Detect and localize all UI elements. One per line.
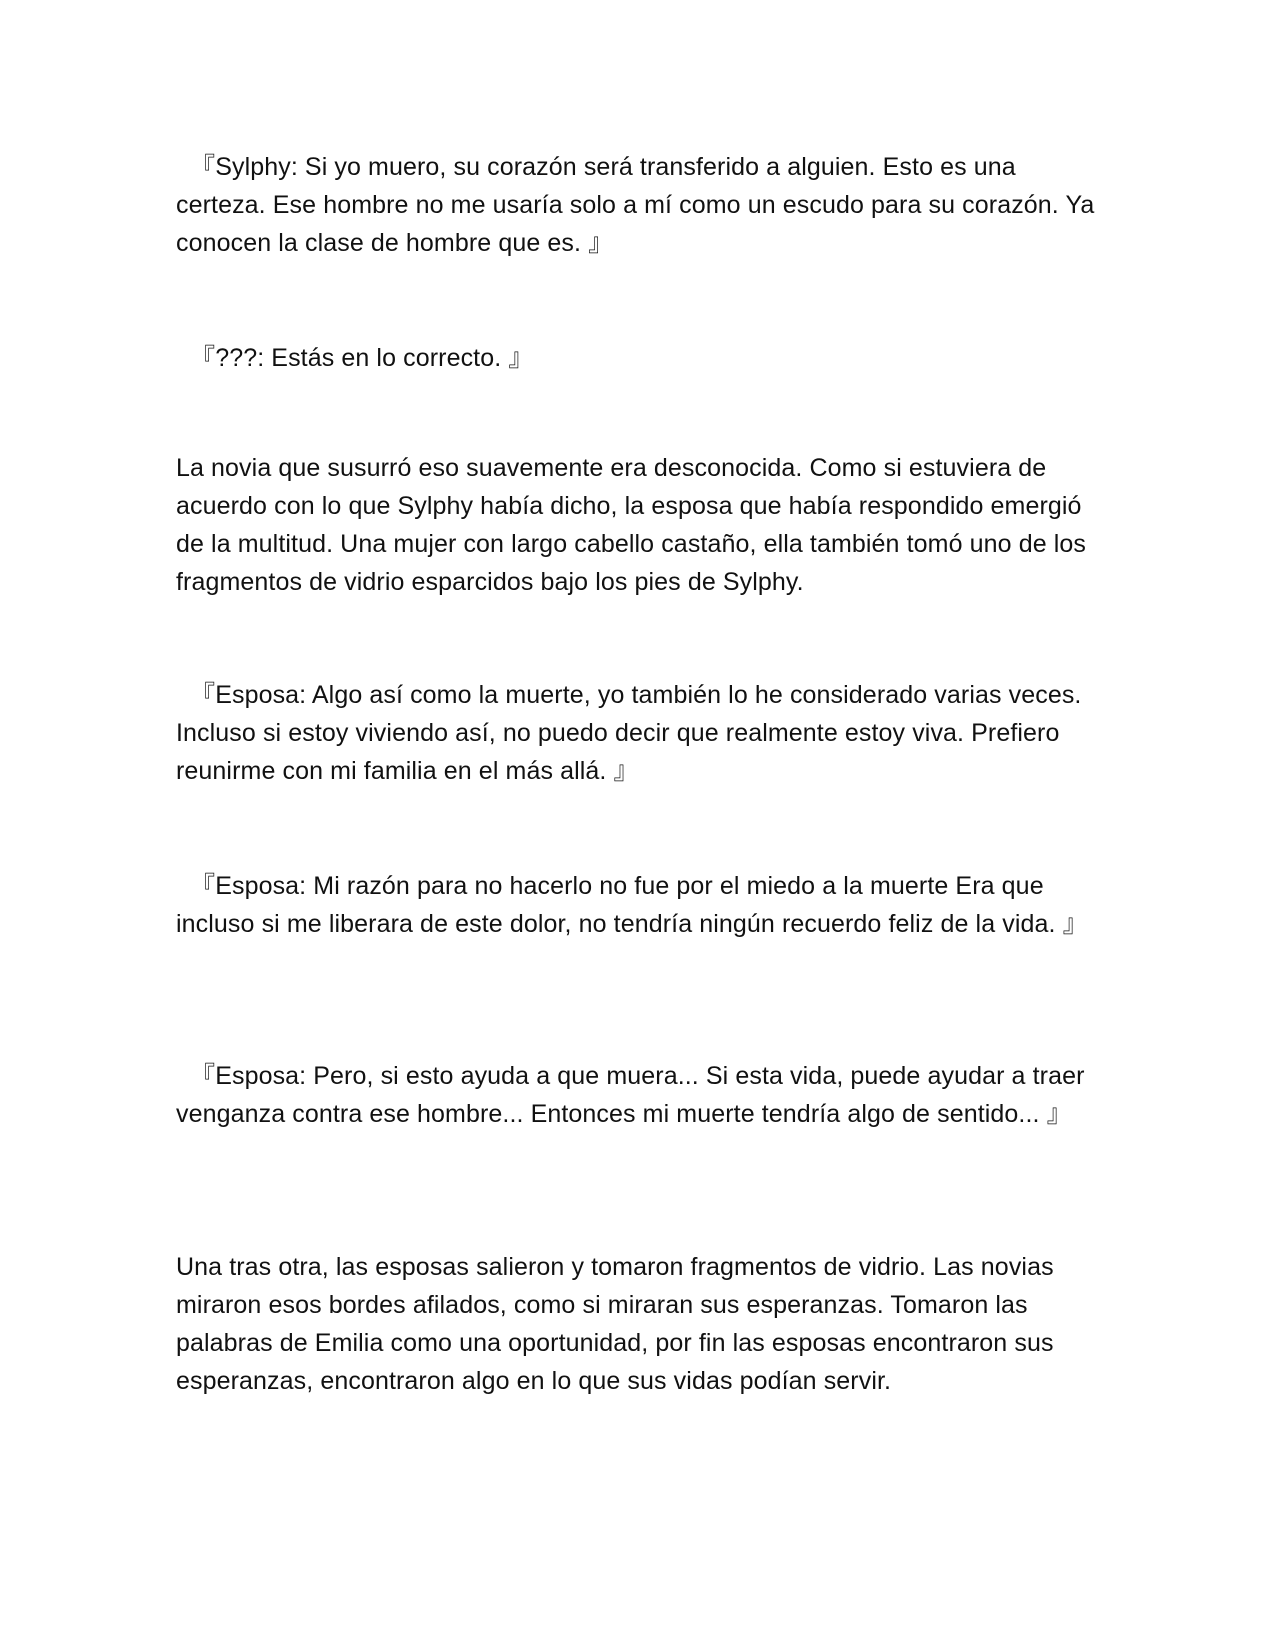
paragraph-wife-dialogue-1: 『Esposa: Algo así como la muerte, yo también lo he considerado varias veces. Incluso si estoy viviendo así, no puedo decir que realmente estoy viva. Prefiero reunirme con mi familia en el más allá. 』 xyxy=(176,681,1089,785)
paragraph-sylphy-dialogue: 『Sylphy: Si yo muero, su corazón será transferido a alguien. Esto es una certeza. Ese hombre no me usaría solo a mí como un escudo para su corazón. Ya conocen la clase de hombre que es. 』 xyxy=(176,153,1102,257)
paragraph-narration-bride: La novia que susurró eso suavemente era desconocida. Como si estuviera de acuerdo con lo que Sylphy había dicho, la esposa que había respondido emergió de la multitud. Una mujer con largo cabello castaño, ella también tomó uno de los fragmentos de vidrio esparcidos bajo los pies de Sylphy. xyxy=(176,454,1094,596)
paragraph-narration-wives: Una tras otra, las esposas salieron y tomaron fragmentos de vidrio. Las novias miraron esos bordes afilados, como si miraran sus esperanzas. Tomaron las palabras de Emilia como una oportunidad, por fin las esposas encontraron sus esperanzas, encontraron algo en lo que sus vidas podían servir. xyxy=(176,1253,1061,1395)
paragraph-unknown-dialogue: 『???: Estás en lo correcto. 』 xyxy=(176,344,534,372)
paragraph-wife-dialogue-3: 『Esposa: Pero, si esto ayuda a que muera... Si esta vida, puede ayudar a traer venganza contra ese hombre... Entonces mi muerte tendría algo de sentido... 』 xyxy=(176,1062,1092,1128)
paragraph-wife-dialogue-2: 『Esposa: Mi razón para no hacerlo no fue por el miedo a la muerte Era que incluso si me liberara de este dolor, no tendría ningún recuerdo feliz de la vida. 』 xyxy=(176,872,1088,938)
